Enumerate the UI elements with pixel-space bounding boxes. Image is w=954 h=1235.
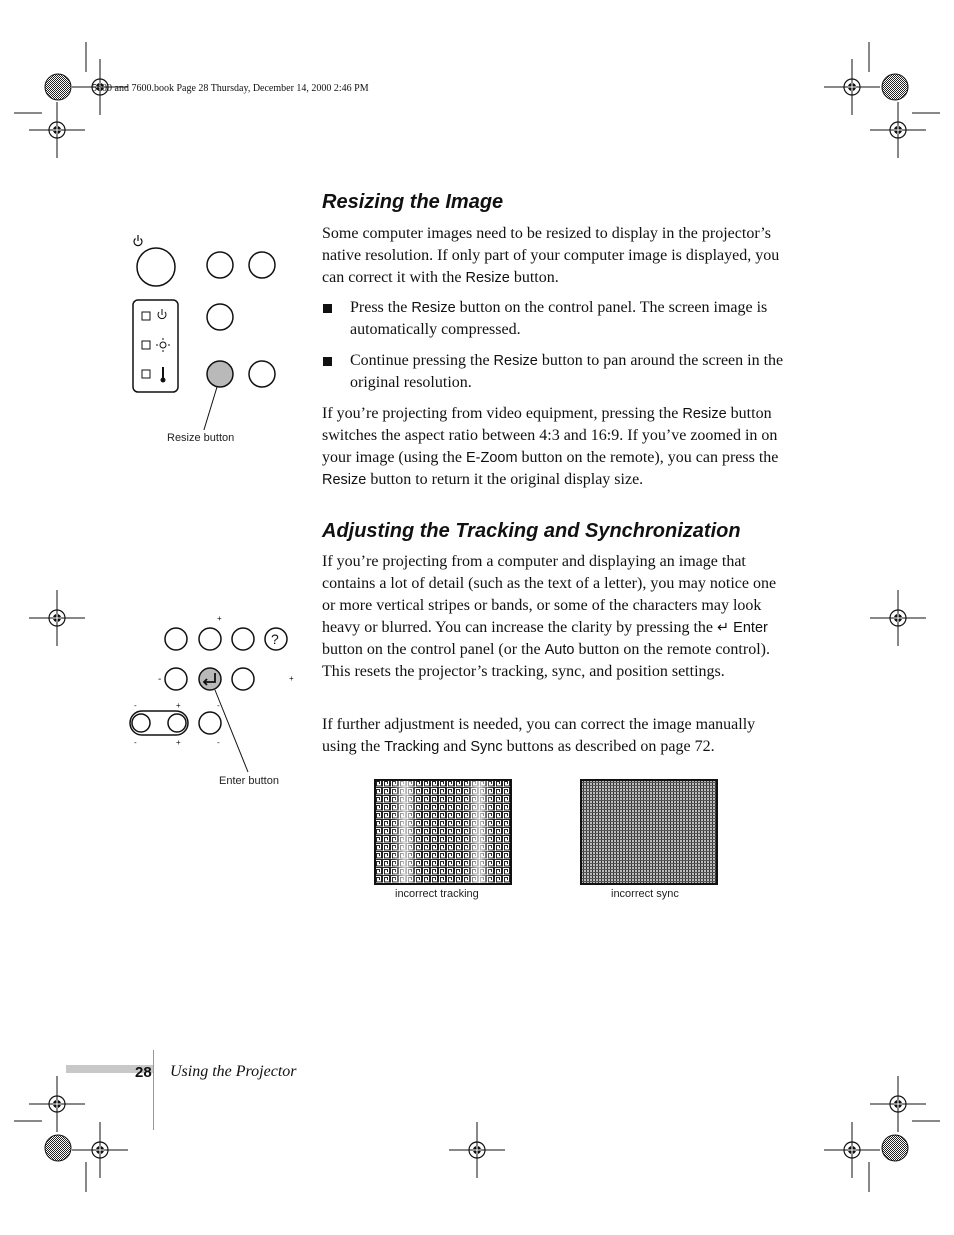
print-header: 5600 and 7600.book Page 28 Thursday, December 14, 2000 2:46 PM: [92, 83, 369, 94]
section-heading-resizing: Resizing the Image: [322, 191, 504, 213]
incorrect-sync-caption: incorrect sync: [611, 888, 679, 900]
svg-text:+: +: [217, 614, 222, 623]
enter-button-shape: [199, 668, 221, 690]
svg-text:+: +: [176, 738, 181, 747]
enter-button-caption: Enter button: [219, 775, 279, 787]
control-panel-diagram-resize: [125, 230, 295, 430]
resize-button-shape: [207, 361, 233, 387]
callout-line: [203, 387, 217, 430]
control-panel-diagram-enter: [125, 610, 300, 778]
tracking-paragraph-2: If further adjustment is needed, you can correct the image manually using the Tracking and Sync buttons as described on page 72.: [322, 716, 756, 755]
incorrect-tracking-image: [374, 779, 512, 885]
incorrect-tracking-caption: incorrect tracking: [395, 888, 479, 900]
resizing-paragraph-1: Some computer images need to be resized to display in the projector’s native resolution. If only part of your computer image is displayed, you can correct it with the Resize button.: [322, 225, 780, 286]
resize-button-caption: Resize button: [167, 432, 235, 444]
svg-text:-: -: [158, 674, 162, 685]
resizing-bullet-1: Press the Resize button on the control panel. The screen image is automatically compressed.: [350, 299, 768, 338]
callout-line: [215, 690, 248, 772]
footer-rule: [153, 1050, 154, 1130]
tracking-paragraph-1: If you’re projecting from a computer and displaying an image that contains a lot of detail (such as the text of a letter), you may notice one or more vertical stripes or bands, or some of the characters may look heavy or blurred. You can increase the clarity by pressing the ↵ Enter button on the control panel (or the Auto button on the remote control). This resets the projector’s tracking, sync, and position settings.: [322, 553, 777, 680]
svg-text:-: -: [134, 738, 137, 747]
panel-button-shape: [249, 252, 275, 278]
help-icon: ?: [271, 631, 279, 647]
svg-text:+: +: [289, 674, 294, 683]
bullet-marker: [323, 304, 332, 313]
section-heading-tracking: Adjusting the Tracking and Synchronization: [322, 520, 741, 542]
svg-text:-: -: [217, 738, 220, 747]
power-icon: [134, 235, 142, 246]
panel-button-shape: [207, 304, 233, 330]
footer-section-title: Using the Projector: [170, 1063, 297, 1080]
resizing-paragraph-2: If you’re projecting from video equipment, pressing the Resize button switches the aspect ratio between 4:3 and 16:9. If you’ve zoomed in on your image (using the E-Zoom button on the remote), you can press the Resize button to return it the original display size.: [322, 405, 779, 488]
panel-button-shape: [249, 361, 275, 387]
panel-button-shape: [207, 252, 233, 278]
page-number: 28: [135, 1064, 152, 1081]
bullet-marker: [323, 357, 332, 366]
svg-text:-: -: [217, 701, 220, 710]
indicator-panel: [133, 300, 178, 392]
incorrect-sync-image: [580, 779, 718, 885]
resizing-bullet-2: Continue pressing the Resize button to pan around the screen in the original resolution.: [350, 352, 784, 391]
svg-text:-: -: [134, 701, 137, 710]
svg-text:+: +: [176, 701, 181, 710]
power-button-shape: [137, 248, 175, 286]
